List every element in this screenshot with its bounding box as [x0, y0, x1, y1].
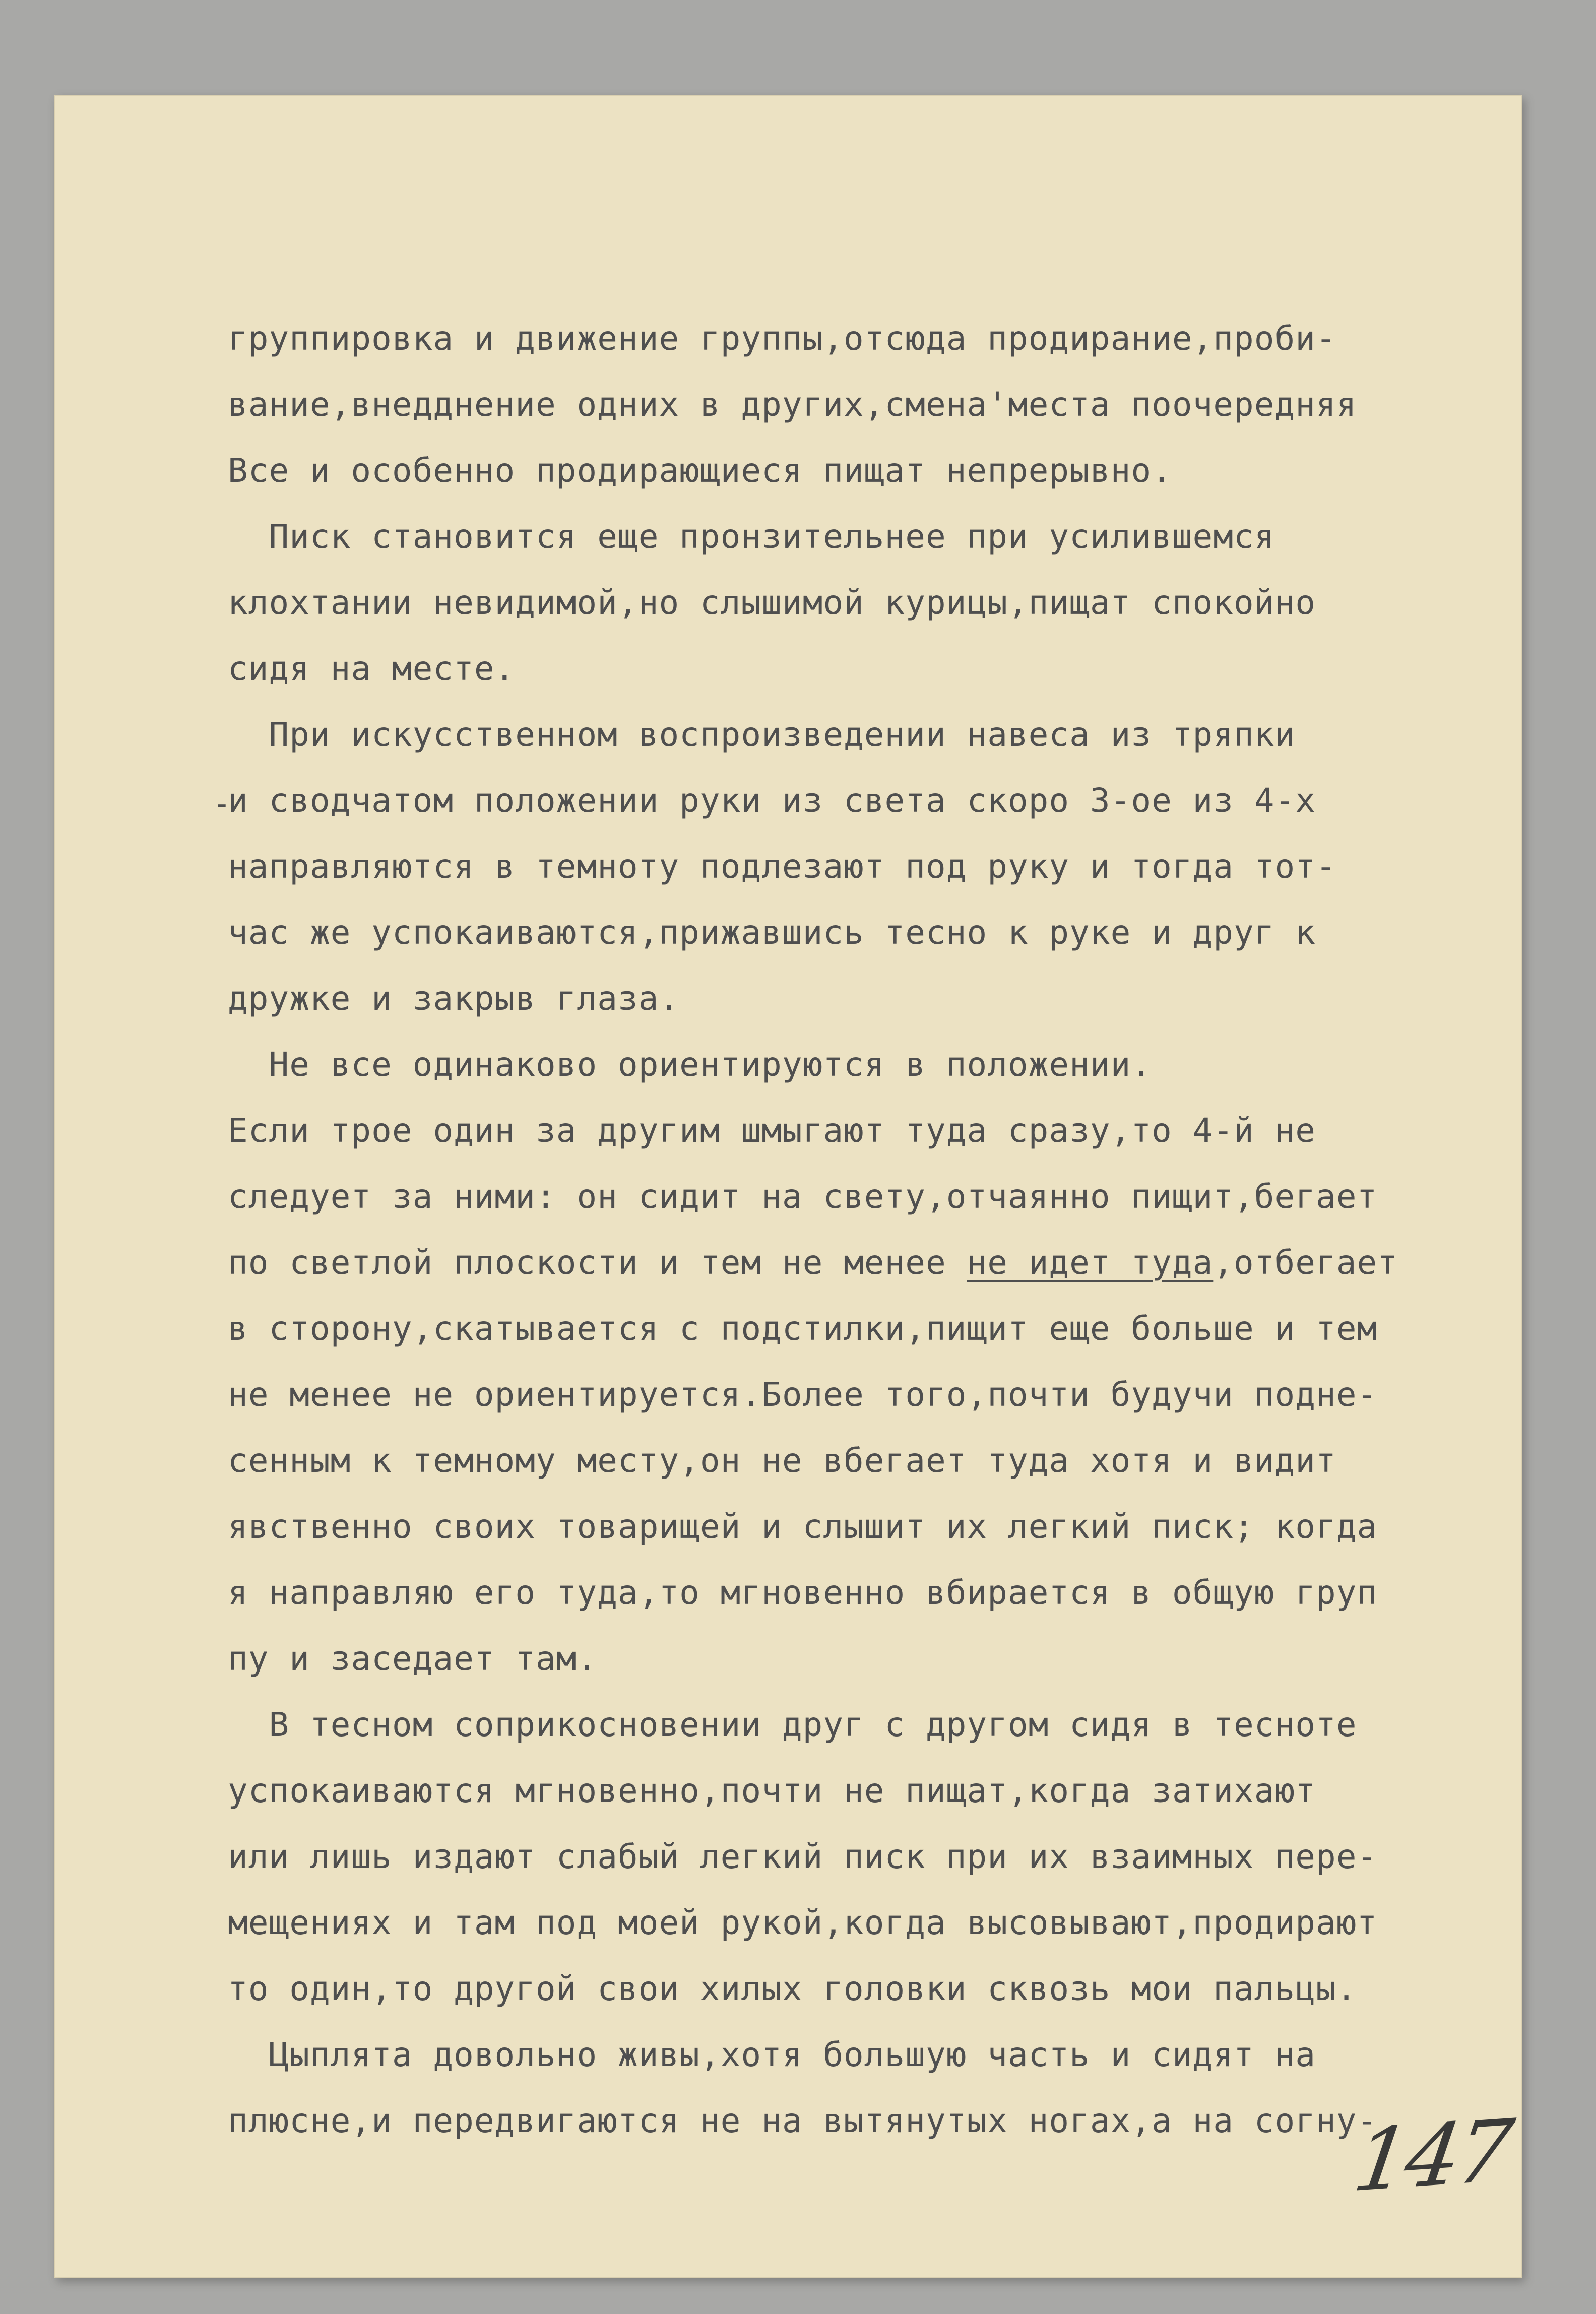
- text-line: Не все одинаково ориентируются в положении.: [228, 1045, 1152, 1084]
- margin-mark: -: [213, 786, 231, 821]
- text-line: вание,внедднение одних в других,смена'места поочередняя: [228, 385, 1357, 424]
- text-line: сенным к темному месту,он не вбегает туда хотя и видит: [228, 1441, 1336, 1480]
- text-line: то один,то другой свои хилых головки сквозь мои пальцы.: [228, 1969, 1357, 2008]
- text-line: Писк становится еще пронзительнее при усилившемся: [228, 517, 1275, 556]
- text-line: час же успокаиваются,прижавшись тесно к руке и друг к: [228, 913, 1316, 952]
- text-line: явственно своих товарищей и слышит их легкий писк; когда: [228, 1507, 1378, 1546]
- text-line: в сторону,скатывается с подстилки,пищит еще больше и тем: [228, 1309, 1378, 1348]
- text-line: клохтании невидимой,но слышимой курицы,пищат спокойно: [228, 583, 1316, 622]
- text-line: направляются в темноту подлезают под руку и тогда тот-: [228, 847, 1336, 886]
- text-line: успокаиваются мгновенно,почти не пищат,когда затихают: [228, 1771, 1316, 1810]
- text-line: пу и заседает там.: [228, 1639, 598, 1678]
- text-line: Цыплята довольно живы,хотя большую часть и сидят на: [228, 2035, 1316, 2074]
- text-line: сидя на месте.: [228, 649, 516, 688]
- document-page: [54, 95, 1522, 2278]
- text-line: Все и особенно продирающиеся пищат непрерывно.: [228, 451, 1172, 490]
- text-line: не менее не ориентируется.Более того,почти будучи подне-: [228, 1375, 1378, 1414]
- text-line: или лишь издают слабый легкий писк при их взаимных пере-: [228, 1837, 1378, 1876]
- text-line: я направляю его туда,то мгновенно вбирается в общую груп: [228, 1573, 1378, 1612]
- text-line: дружке и закрыв глаза.: [228, 979, 680, 1018]
- text-line: по светлой плоскости и тем не менее не идет туда ,отбегает: [228, 1230, 1548, 1296]
- text-line: При искусственном воспроизведении навеса из тряпки: [228, 715, 1296, 754]
- text-line: следует за ними: он сидит на свету,отчаянно пищит,бегает: [228, 1177, 1378, 1216]
- text-line: мещениях и там под моей рукой,когда высовывают,продирают: [228, 1903, 1378, 1942]
- text-line: В тесном соприкосновении друг с другом сидя в тесноте: [228, 1705, 1357, 1744]
- underlined-phrase: не идет туда: [967, 1243, 1214, 1282]
- text-line: Если трое один за другим шмыгают туда сразу,то 4-й не: [228, 1111, 1316, 1150]
- typewritten-text: [228, 305, 1548, 2154]
- text-line: плюсне,и передвигаются не на вытянутых ногах,а на согну-: [228, 2101, 1378, 2140]
- text-line: и сводчатом положении руки из света скоро 3-ое из 4-х: [228, 781, 1316, 820]
- text-line: группировка и движение группы,отсюда продирание,проби-: [228, 319, 1336, 358]
- folio-number: 147: [1348, 2101, 1515, 2212]
